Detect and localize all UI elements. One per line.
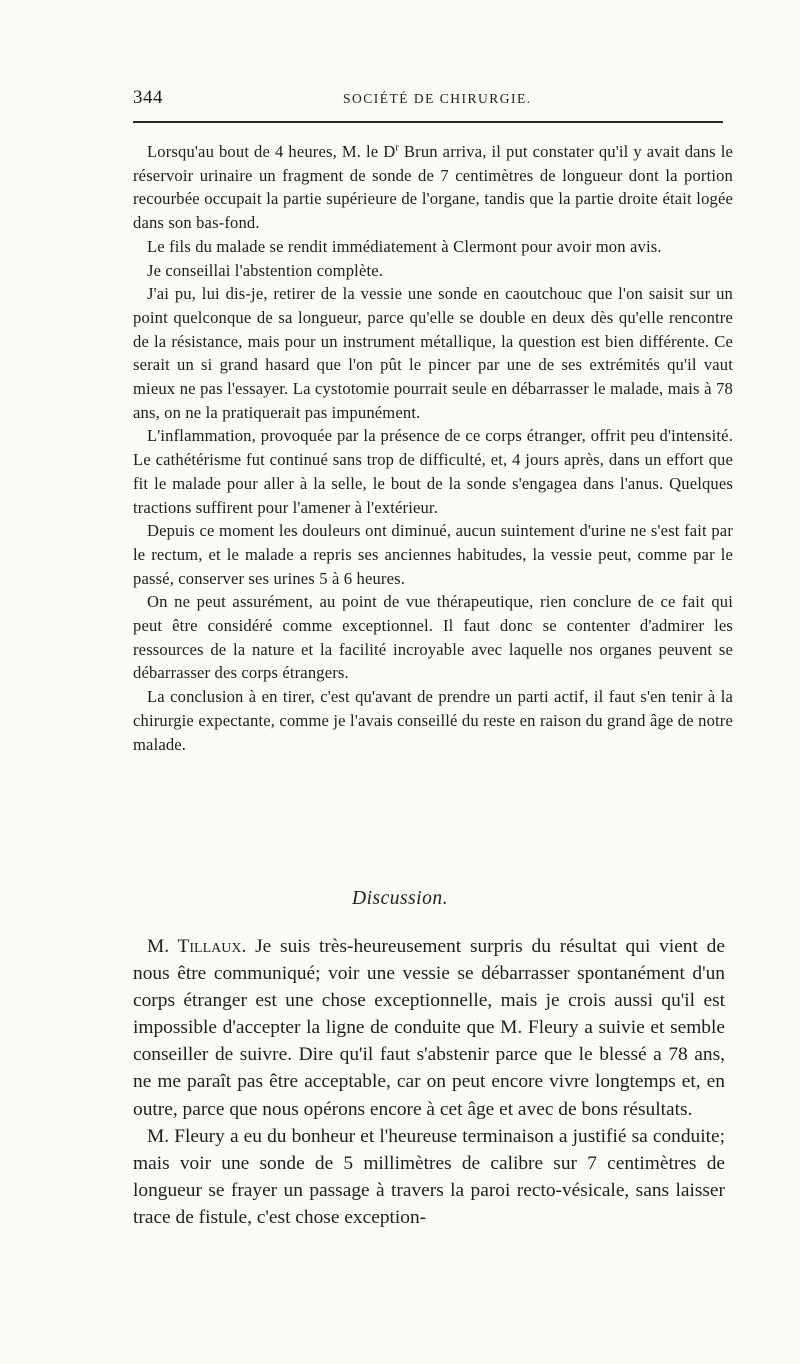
section-heading: Discussion.: [352, 888, 448, 909]
case-report-body: [133, 140, 733, 756]
paragraph: Je conseillai l'abstention complète.: [147, 260, 384, 280]
paragraph: M. Tillaux. Je suis très-heureusement surpris du résultat qui vient de nous être communiqué; voir une vessie se débarrasser spontanément d'un corps étranger est une chose exceptionnelle, mais je crois aussi qu'il est impossible d'accepter la ligne de conduite que M. Fleury a suivie et semble conseiller de suivre. Dire qu'il faut s'abstenir parce que le blessé a 78 ans, ne me paraît pas être acceptable, car on peut encore vivre longtemps et, en outre, parce que nous opérons encore à cet âge et avec de bons résultats.: [133, 936, 725, 1120]
page-header: [133, 87, 723, 113]
superscript: r: [395, 142, 399, 154]
paragraph: Le fils du malade se rendit immédiatement à Clermont pour avoir mon avis.: [147, 236, 662, 256]
paragraph: La conclusion à en tirer, c'est qu'avant de prendre un parti actif, il faut s'en tenir à la chirurgie expectante, comme je l'avais conseillé du reste en raison du grand âge de notre malade.: [133, 687, 733, 754]
paragraph: J'ai pu, lui dis-je, retirer de la vessie une sonde en caoutchouc que l'on saisit sur un point quelconque de sa longueur, parce qu'elle se double en deux dès qu'elle rencontre de la résistance, mais pour un instrument métallique, la question est bien différente. Ce serait un si grand hasard que l'on pût le pincer par une de ses extrémités qu'il vaut mieux ne pas l'essayer. La cystotomie pourrait seule en débarrasser le malade, mais à 78 ans, on ne la pratiquerait pas impunément.: [133, 284, 733, 422]
running-head: SOCIÉTÉ DE CHIRURGIE.: [343, 91, 532, 106]
discussion-body: [133, 933, 725, 1231]
paragraph: L'inflammation, provoquée par la présence de ce corps étranger, offrit peu d'intensité. Le cathétérisme fut continué sans trop de difficulté, et, 4 jours après, dans un effort que fit le malade pour aller à la selle, le bout de la sonde s'engagea dans l'anus. Quelques tractions suffirent pour l'amener à l'extérieur.: [133, 426, 733, 517]
header-rule: [133, 121, 723, 123]
speaker-name: M. Tillaux.: [147, 936, 247, 957]
paragraph: M. Fleury a eu du bonheur et l'heureuse terminaison a justifié sa conduite; mais voir une sonde de 5 millimètres de calibre sur 7 centimètres de longueur se frayer un passage à travers la paroi recto-vésicale, sans laisser trace de fistule, c'est chose exception-: [133, 1125, 725, 1228]
paragraph: Depuis ce moment les douleurs ont diminué, aucun suintement d'urine ne s'est fait par le rectum, et le malade a repris ses anciennes habitudes, la vessie peut, comme par le passé, conserver ses urines 5 à 6 heures.: [133, 521, 733, 588]
paragraph: On ne peut assurément, au point de vue thérapeutique, rien conclure de ce fait qui peut être considéré comme exceptionnel. Il faut donc se contenter d'admirer les ressources de la nature et la facilité incroyable avec laquelle nos organes peuvent se débarrasser des corps étrangers.: [133, 592, 733, 683]
paragraph: Lorsqu'au bout de 4 heures, M. le $D^r$ Brun arriva, il put constater qu'il y avait dans le réservoir urinaire un fragment de sonde de 7 centimètres de longueur dont la portion recourbée occupait la partie supérieure de l'organe, tandis que la partie droite était logée dans son bas-fond.: [133, 142, 733, 233]
page-number: 344: [133, 87, 163, 108]
